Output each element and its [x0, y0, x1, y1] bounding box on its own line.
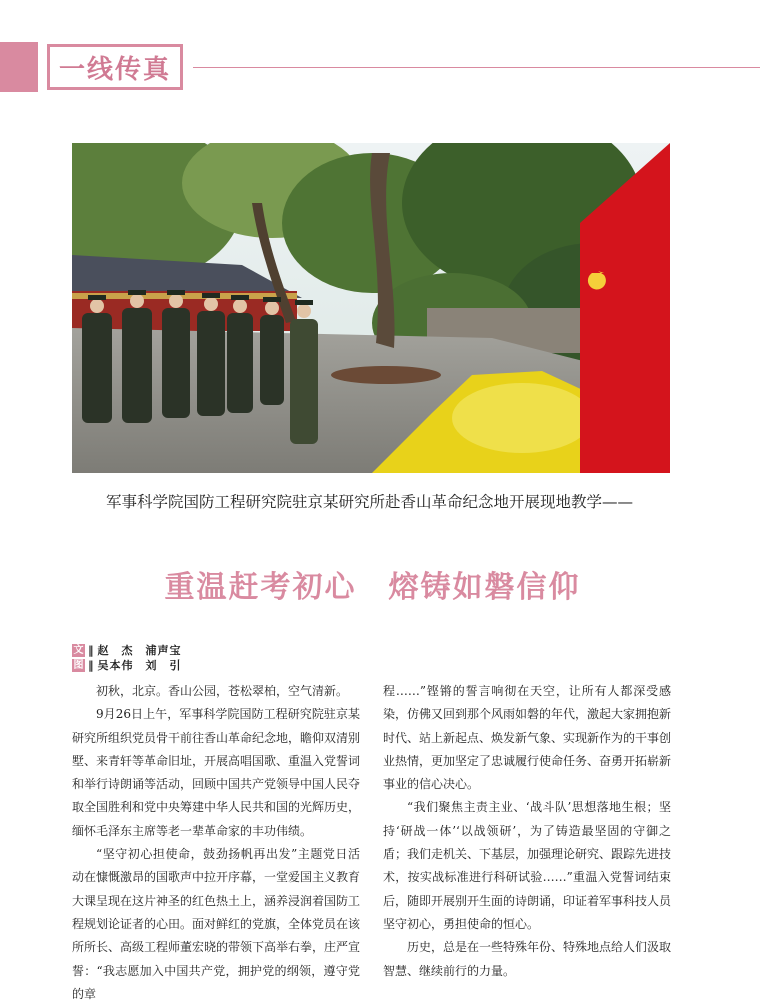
- article-headline: 重温赶考初心 熔铸如磐信仰: [164, 570, 581, 605]
- paragraph: 历史，总是在一些特殊年份、特殊地点给人们汲取智慧、继续前行的力量。: [383, 940, 672, 978]
- byline-text: [72, 643, 182, 658]
- photo-illustration: [72, 143, 670, 473]
- paragraph: 初秋，北京。香山公园，苍松翠柏，空气清新。: [96, 684, 349, 698]
- paragraph: “坚守初心担使命，鼓劲扬帆再出发”主题党日活动在慷慨激昂的国歌声中拉开序幕，一堂爱国主义教育大课呈现在这片神圣的红色热土上，涵养浸润着国防工程规划论证者的心田。面对鲜红的党旗，全体党员在该所所长、高级工程师董宏晓的带领下高举右拳，庄严宣誓：“我志愿加入中国共产党，拥护党的纲领，遵守党的章: [72, 847, 361, 1001]
- credit-authors: 赵 杰 浦声宝: [97, 644, 182, 657]
- byline-photo: [72, 658, 182, 673]
- credit-tag-photo: 图: [73, 660, 84, 671]
- section-corner-block: [0, 42, 38, 92]
- photo-caption: 军事科学院国防工程研究院驻京某研究所赴香山革命纪念地开展现地教学——: [106, 493, 634, 511]
- paragraph: 程……”铿锵的誓言响彻在天空，让所有人都深受感染，仿佛又回到那个风雨如磐的年代，激起大家拥抱新时代、站上新起点、焕发新气象、实现新作为的干事创业热情，更加坚定了忠诚履行使命任务、奋勇开拓崭新事业的信心决心。: [383, 684, 672, 792]
- byline: [72, 643, 182, 673]
- credit-tag-text: 文: [73, 645, 84, 656]
- body-column-left: [72, 680, 360, 1006]
- credit-photographers: 吴本伟 刘 引: [97, 659, 182, 672]
- paragraph: “我们聚焦主责主业、‘战斗队’思想落地生根；坚持‘研战一体’‘以战领研’，为了铸造最坚固的守御之盾；我们走机关、下基层，加强理论研究、跟踪先进技术，按实战标准进行科研试验……”重温入党誓词结束后，随即开展别开生面的诗朗诵，印证着军事科技人员坚守初心，勇担使命的恒心。: [383, 800, 672, 931]
- credit-separator: ‖: [88, 644, 94, 657]
- photo: [72, 143, 670, 473]
- paragraph: 9月26日上午，军事科学院国防工程研究院驻京某研究所组织党员骨干前往香山革命纪念地，瞻仰双清别墅、来青轩等革命旧址，开展高唱国歌、重温入党誓词和举行诗朗诵等活动，回顾中国共产党领导中国人民夺取全国胜利和党中央筹建中华人民共和国的光辉历史，缅怀毛泽东主席等老一辈革命家的丰功伟绩。: [72, 707, 361, 838]
- credit-separator: ‖: [88, 659, 94, 672]
- body-column-right: [383, 680, 671, 983]
- header-rule: [193, 67, 760, 68]
- section-label: 一线传真: [47, 44, 183, 90]
